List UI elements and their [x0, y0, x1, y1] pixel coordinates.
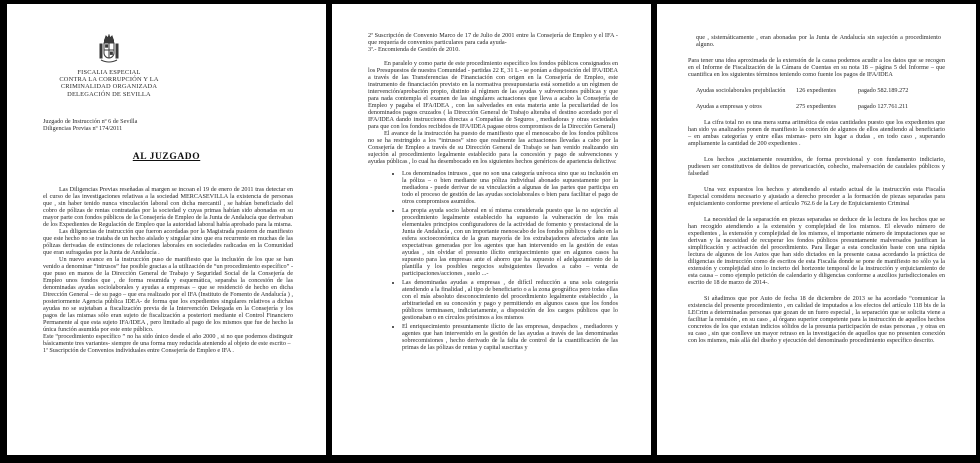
- aid-row-paid: pagado 127.761.211: [858, 103, 909, 110]
- document-title: AL JUZGADO: [132, 152, 201, 163]
- page-3: [657, 4, 976, 455]
- bullet-item: • Los denominados intrusos , que no son una categoría unívoca sino que su inclusión en la póliza – o bien mediante una póliza individual abonado supuestamente por la mediadora - puede derivar de su vinculación a algunas de las partes que participa en todo el proceso de gestión de las ayudas sociolaborales o bien para facilitar el pago de otros compromisos asumidos.: [402, 170, 618, 205]
- page-1-body: [43, 186, 293, 354]
- aid-row-paid: pagado 582.189.272: [858, 87, 909, 94]
- body-paragraph: Un nuevo avance en la instrucción puso de manifiesto que la inclusión de los que se han venido a denominar “intrusos” fue posible gracias a la utilización de “un procedimiento específico” - que puso en manos de la Dirección General de Trabajo y Seguridad Social de la Consejería de Empleo unos fondos que , de forma resumida y esquemática, separaba la concesión de las denominadas ayudas sociolaborales y ayudas a empresas – que se residenció de hecho en dicha Dirección General – de su pago – que era realizado por el IFA (Instituto de Fomento de Andalucía ) , posteriormente Agencia pública IDEA- de forma que los expedientes singulares relativos a dichas ayudas no se sujetaban a fiscalización previa de la Intervención Delegada en la Consejería y los pagos de las mismas sólo eran sujeto de fiscalización a posteriori mediante el Control Financiero Permanente al que esta sujeto IFA/IDEA , pero limitado al pago de los mismos que fue de hecho la única función asumida por este ente público.: [43, 256, 293, 334]
- bullet-item: • La propia ayuda socio laboral en sí misma considerada puesto que la no sujeción al procedimiento legalmente establecido ha supuesto la vulneración de los más elementales principios configuradores de la actividad de fomento y prestacional de la Junta de Andalucía , con un importante menoscabo de los fondos públicos y daño en la esfera socioeconómica de la gran mayoría de los extrabajadores afectados ante las expectativas generadas por los agentes que han intervenido en la gestión de estas ayudas , sin olvidar el presunto ilícito enriquecimiento que en algunos casos ha supuesto para las empresas ante el ahorro que ha supuesto el adelgazamiento de la plantilla y los posibles negocios subsiguientes llevados a cabo – venta de participaciones/acciones , suelo ...-: [402, 207, 618, 277]
- coat-of-arms-icon: [97, 34, 121, 66]
- body-paragraph: 3ª.- Encomienda de Gestión de 2010.: [368, 46, 460, 53]
- body-paragraph: 2ª Suscripción de Convenio Marco de 17 de Julio de 2001 entre la Consejería de Empleo y el IFA - que requería de convenios particulares para cada ayuda-: [368, 32, 618, 46]
- page-2-body: [368, 32, 618, 351]
- letterhead-line: CRIMINALIDAD ORGANIZADA: [60, 83, 158, 91]
- letterhead-line: CONTRA LA CORRUPCIÓN Y LA: [59, 76, 159, 84]
- bullet-item: • Las denominadas ayudas a empresas , de difícil reducción a una sola categoría atendiendo a la finalidad , al tipo de beneficiario o a la zona geográfica pero todas ellas con el más absoluto desconocimiento del procedimiento legalmente establecido , la arbitrariedad en su concesión y pago y permitiendo en algunos casos que los fondos públicos terminasen, indiciariamente, a disposición de los cargos públicos que lo gestionaban o en círculos próximos a los mismos: [402, 279, 618, 321]
- aid-row: [696, 87, 945, 94]
- body-paragraph: La necesidad de la separación en piezas separadas se deduce de la lectura de los hechos que se han recogido atendiendo a la extensión y complejidad de los mismos. El elevado número de expedientes , la extensión y complejidad de los mismos, el importante número de imputaciones que se derivan y la necesidad de recuperar los fondos públicos presuntamente malversados justifican la simplificación y activación del procedimiento. Para llegar a esta conclusión baste con una rápida lectura de algunos de los Autos que han sido dictados en la presente causa acordando la práctica de diligencias de instrucción como de escritos de esta Fiscalía donde se pone de manifiesto no sólo ya la extensión y complejidad sino lo incierto del horizonte temporal de la instrucción y enjuiciamiento de esta causa – como ejemplo petición de calendario y diligencias conforme a auxilios jurisdiccionales en escrito de 18 de marzo de 2014-.: [688, 216, 945, 286]
- aid-row-label: Ayudas sociolaborales prejubilación: [696, 87, 786, 94]
- bullet-item: • El enriquecimiento presuntamente ilícito de las empresas, despachos , mediadores y agentes que han intervenido en la gestión de las ayudas a través de las denominadas sobrecomisiones , hecho derivado de la falta de control de la cuantificación de las primas de las pólizas de rentas y capital suscritas y: [402, 323, 618, 351]
- letterhead-line: DELEGACIÓN DE SEVILLA: [67, 90, 151, 98]
- body-paragraph: Las Diligencias Previas reseñadas al margen se incoan el 19 de enero de 2011 tras detectar en el curso de las investigaciones relativas a la sociedad MERCASEVILLA la existencia de personas que , sin haber tenido nunca vinculación laboral con dicha mercantil , se habían beneficiado del cobro de pólizas de rentas contratadas por la sociedad y cuyas primas habían sido abonadas en su mayor parte con fondos públicos de la Consejería de Empleo de la Junta de Andalucía que derivaban de los Expedientes de Regulación de Empleo que la autoridad laboral había aprobado para la misma.: [43, 186, 293, 229]
- body-paragraph: El avance de la instrucción ha puesto de manifiesto que el menoscabo de los fondos públicos no se ha restringido a los “intrusos” sino que realmente las actuaciones llevadas a cabo por la Consejería de Empleo a través de su Dirección General de Trabajo se han venido realizando sin sujeción al procedimiento legalmente establecido para la concesión y pago de subvenciones y ayudas públicas , lo cual ha desembocado en los siguientes hechos genéricos de apariencia delictiva:: [368, 130, 618, 165]
- body-paragraph: Si añadimos que por Auto de fecha 18 de diciembre de 2013 se ha acordado “comunicar la existencia del presente procedimiento , en calidad de imputados a los efectos del artículo 118 bis de la LECrim a determinadas personas que gozan de un fuero especial , la separación que se solicita viene a facilitar la remisión , en su caso , al órgano superior competente para la instrucción de aquellos hechos concretos de los que existan indicios sólidos de la presunta participación de estas personas , y otras en su caso , sin que conlleve un mayor retraso en la investigación de aquellos que no presenten conexión con los mismos, más allá del diseño y ejecución del denominado procedimiento específico descrito.: [688, 295, 945, 344]
- aid-row-label: Ayudas a empresas y otros: [696, 103, 762, 110]
- page-3-body: [688, 34, 945, 344]
- bullet-continuation-text: que , sistemáticamente , eran abonadas por la Junta de Andalucía sin sujeción a procedimiento alguno.: [696, 34, 941, 48]
- letterhead-line: FISCALIA ESPECIAL: [77, 69, 141, 76]
- court-reference-line: Juzgado de Instrucción nº 6 de Sevilla: [43, 117, 138, 125]
- court-reference: [43, 118, 326, 132]
- court-reference-line: Diligencias Previas nº 174/2011: [43, 125, 123, 133]
- findings-list: [368, 170, 618, 351]
- aid-row: [696, 103, 945, 110]
- body-paragraph: Para tener una idea aproximada de la extensión de la causa podemos acudir a los datos que se recogen en el Informe de Fiscalización de la Cámara de Cuentas en su nota 18 – página 5 del Informe – que cuantifica en los siguientes términos teniendo como fuente los pagos de IFA/IDEA: [688, 57, 945, 78]
- aid-summary-rows: [696, 87, 945, 110]
- body-paragraph: Las diligencias de instrucción que fueron acordadas por la Magistrada pusieron de manifiesto que este hecho no se trataba de un hecho aislado y singular sino que era recurrente en muchas de las pólizas derivadas de extinciones de relaciones laborales en sociedades radicadas en la Comunidad que eran sufragadas por la Junta de Andalucía .: [43, 228, 293, 257]
- aid-row-count: 275 expedientes: [796, 103, 837, 110]
- body-paragraph: Una vez expuestos los hechos y atendiendo al estado actual de la instrucción esta Fiscalía Especial considera necesario y ajustado a derecho proceder a la formación de piezas separadas para enjuiciamiento conforme previene el artículo 762.6 de la Ley de Enjuiciamiento Criminal: [688, 186, 945, 207]
- body-paragraph: Los hechos ,sucintamente resumidos, de forma provisional y con fundamento indiciario, pudiesen ser constitutivos de delitos de prevaricación, cohecho, malversación de caudales públicos y falsedad: [688, 156, 945, 177]
- body-paragraph: 1ª Suscripción de Convenios individuales entre Consejería de Empleo e IFA .: [43, 347, 234, 355]
- body-paragraph: Este “procedimiento específico ” no ha sido único desde el año 2000 , si no que podemos distinguir básicamente tres variantes- siempre de una forma muy reducida ateniendo al objeto de este escrito –: [43, 333, 293, 348]
- body-paragraph: La cifra total no es una mera suma aritmética de estas cantidades puesto que los expedientes que han sido ya analizados ponen de manifiesto la conexión de algunos de ellos atendiendo al beneficiario – en ambas categorías y entre ellas mismas- pero sin lugar a dudas , en todo caso , superando ampliamente la cantidad de 200 expedientes .: [688, 119, 945, 147]
- body-paragraph: En paralelo y como parte de este procedimiento específico los fondos públicos consignados en los Presupuestos de nuestra Comunidad - partidas 22 E, 31 L - se ponían a disposición del IFA/IDEA a través de las Transferencias de Financiación con origen en la Consejería de Empleo, este instrumento de financiación previsto en la normativa presupuestaria está sometido a un régimen de intervención/aprobación propio, distinto al régimen de las ayudas y subvenciones públicas y que para nada contempla el examen de las singulares actuaciones que lleva a acabo la Consejería de Empleo y pagaba el IFA/IDEA , con las salvedades en esta materia ante la peculiaridad de los denominados pagos cruzados ( la Dirección General de Trabajo alteraba el destino acordado por el IFA/IDEA dando instrucciones directas a Compañías de Seguros , mediadoras y otras sociedades para que con los fondos recibidos de IFA/IDEA pagase otros compromisos de la Dirección General): [368, 60, 618, 130]
- page-2: [332, 4, 651, 455]
- letterhead: [21, 34, 197, 98]
- page-1: [7, 4, 326, 455]
- aid-row-count: 126 expedientes: [796, 87, 837, 94]
